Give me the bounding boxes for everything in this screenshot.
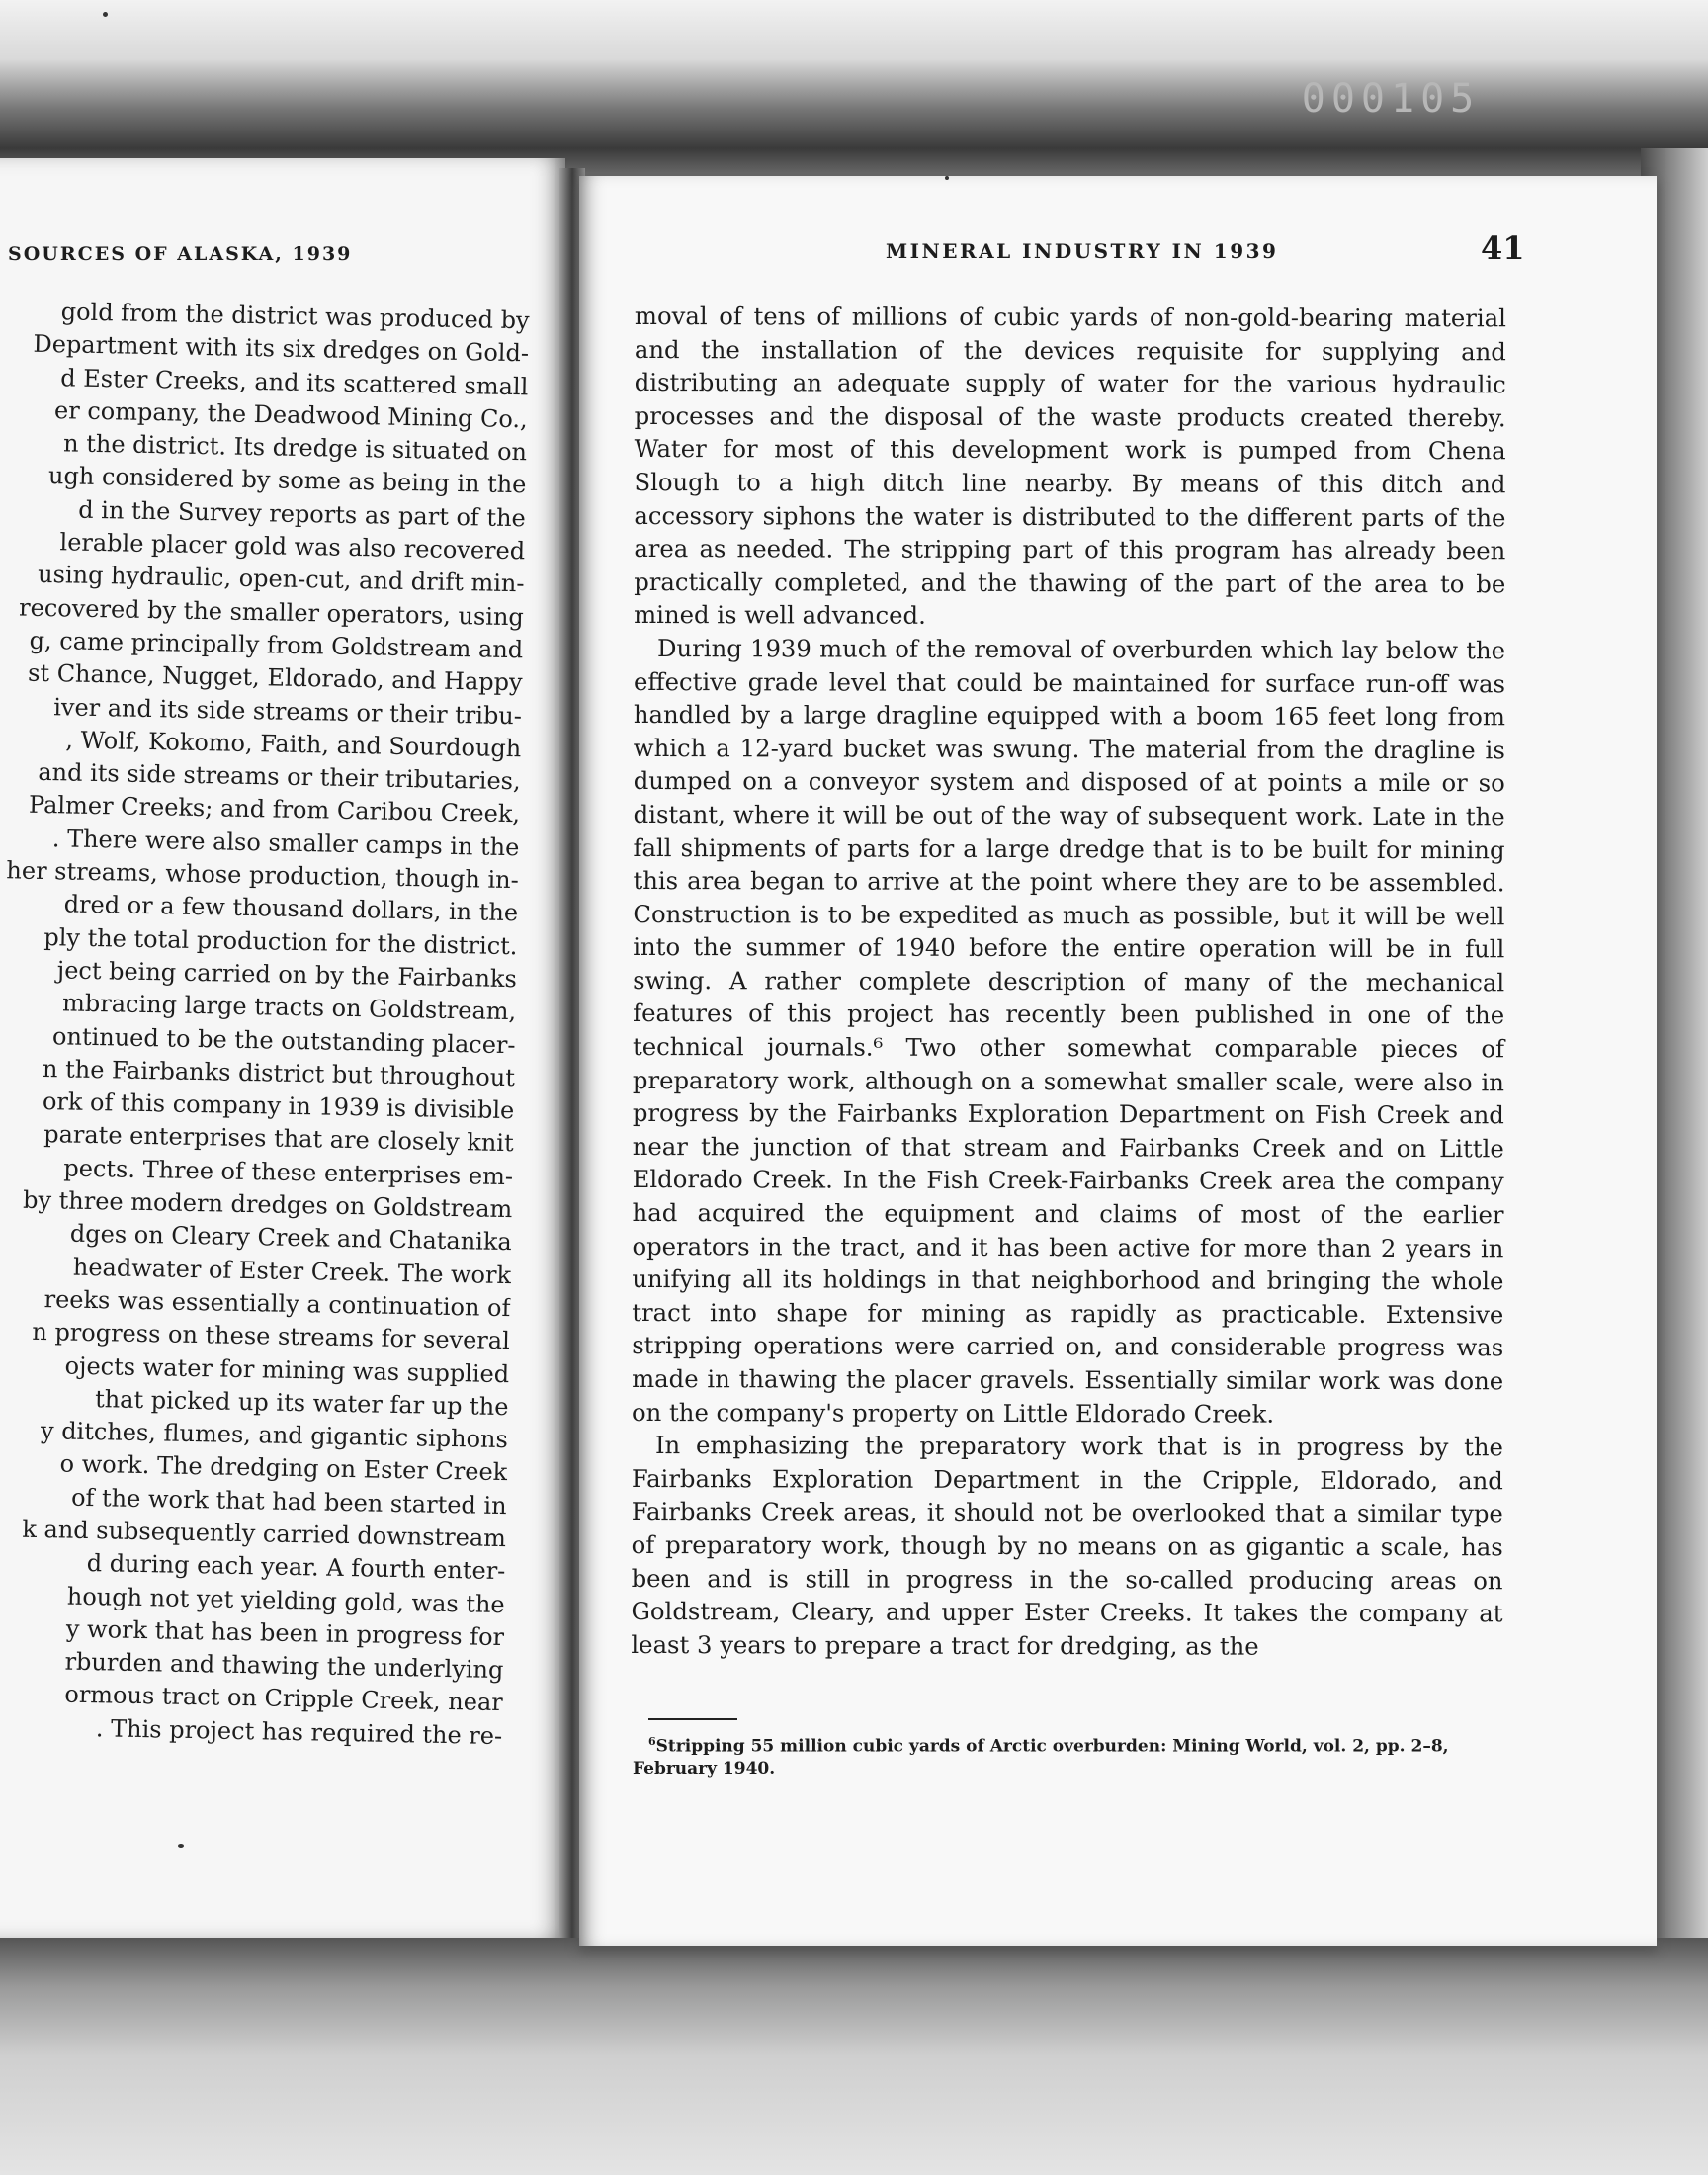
left-page-line: gold from the district was produced by bbox=[60, 298, 530, 335]
left-page-line: y ditches, flumes, and gigantic siphons bbox=[40, 1417, 509, 1454]
left-page-line: d during each year. A fourth enter- bbox=[86, 1549, 506, 1586]
left-page-line: , Wolf, Kokomo, Faith, and Sourdough bbox=[65, 726, 522, 763]
left-page-line: recovered by the smaller operators, using bbox=[18, 593, 525, 631]
left-page-line: n the Fairbanks district but throughout bbox=[42, 1054, 516, 1092]
left-running-head: SOURCES OF ALASKA, 1939 bbox=[8, 243, 353, 265]
left-page-line: dred or a few thousand dollars, in the bbox=[63, 890, 519, 927]
left-page-line: k and subsequently carried downstream bbox=[22, 1515, 507, 1553]
left-page-line: y work that has been in progress for bbox=[65, 1614, 505, 1651]
left-page bbox=[0, 158, 565, 1938]
right-page-body bbox=[631, 300, 1506, 1664]
paragraph: In emphasizing the preparatory work that is in progress by the Fairbanks Exploration Department in the Cripple, Eldorado, and Fairbanks Creek areas, it should not be overlooked that a similar type of preparatory work, though by no means on as gigantic a scale, has been and is still in progress in the so-called producing areas on Goldstream, Cleary, and upper Ester Creeks. It takes the company at least 3 years to prepare a tract for dredging, as the bbox=[631, 1431, 1504, 1661]
footnote-marker: 6 bbox=[648, 1735, 656, 1748]
scan-shadow-bottom bbox=[0, 1938, 1708, 2175]
left-page-line: dges on Cleary Creek and Chatanika bbox=[69, 1219, 512, 1257]
left-page-line: n the district. Its dredge is situated on bbox=[62, 429, 528, 467]
left-page-line: d in the Survey reports as part of the bbox=[78, 495, 527, 533]
right-page-header bbox=[579, 229, 1657, 275]
archive-stamp-number: 000105 bbox=[1301, 76, 1481, 122]
left-page-line: pects. Three of these enterprises em- bbox=[63, 1154, 514, 1190]
left-page-line: parate enterprises that are closely knit bbox=[43, 1120, 514, 1158]
left-page-line: d Ester Creeks, and its scattered small bbox=[60, 363, 529, 400]
left-page-line: g, came principally from Goldstream and bbox=[29, 626, 524, 664]
left-page-line: lerable placer gold was also recovered bbox=[59, 528, 526, 566]
left-page-line: hough not yet yielding gold, was the bbox=[66, 1582, 505, 1618]
scan-speck bbox=[178, 1844, 184, 1848]
left-page-line: by three modern dredges on Goldstream bbox=[22, 1185, 513, 1224]
left-page-line: n progress on these streams for several bbox=[32, 1318, 511, 1355]
left-page-line: ork of this company in 1939 is divisible bbox=[42, 1088, 515, 1125]
scan-speck bbox=[103, 12, 108, 17]
left-page-line: ojects water for mining was supplied bbox=[64, 1351, 510, 1388]
left-page-line: iver and its side streams or their tribu- bbox=[52, 692, 523, 730]
footnote-rule bbox=[648, 1718, 737, 1720]
left-page-line: mbracing large tracts on Goldstream, bbox=[61, 989, 517, 1026]
left-page-line: Palmer Creeks; and from Caribou Creek, bbox=[28, 791, 521, 828]
left-page-line: er company, the Deadwood Mining Co., bbox=[53, 396, 528, 434]
left-page-line: o work. The dredging on Ester Creek bbox=[59, 1449, 508, 1487]
left-page-line: her streams, whose production, though in- bbox=[6, 856, 519, 895]
left-page-line: st Chance, Nugget, Eldorado, and Happy bbox=[27, 658, 523, 697]
left-page-line: Department with its six dredges on Gold- bbox=[33, 330, 530, 368]
left-page-line: that picked up its water far up the bbox=[94, 1384, 509, 1421]
left-page-line: headwater of Ester Creek. The work bbox=[72, 1253, 512, 1289]
left-page-line: of the work that had been started in bbox=[70, 1483, 507, 1520]
footnote bbox=[633, 1731, 1512, 1780]
footnote-text: Stripping 55 million cubic yards of Arctic overburden: Mining World, vol. 2, pp. 2–8, February 1940. bbox=[633, 1736, 1449, 1779]
left-page-line: reeks was essentially a continuation of bbox=[43, 1285, 511, 1323]
left-page-line: ply the total production for the district. bbox=[43, 922, 518, 960]
left-page-line: using hydraulic, open-cut, and drift min- bbox=[37, 561, 525, 598]
left-page-line: ontinued to be the outstanding placer- bbox=[51, 1021, 516, 1059]
left-page-line: ugh considered by some as being in the bbox=[47, 462, 527, 499]
paragraph: During 1939 much of the removal of overburden which lay below the effective grade level that could be maintained for surface run-off was handled by a large dragline equipped with a boom 165 feet long from which a 12-yard bucket was swung. The material from the dragline is dumped on a conveyor system and disposed of at points a mile or so distant, where it will be out of the way of subsequent work. Late in the fall shipments of parts for a large dredge that is to be built for mining this area began to arrive at the point where they are to be assembled. Construction is to be expedited as much as possible, but it will be well into the summer of 1940 before the entire operation will be in full swing. A rather complete description of many of the mechanical features of this project has recently been published in one of the technical journals.⁶ Two other somewhat comparable pieces of preparatory work, although on a somewhat smaller scale, were also in progress by the Fairbanks Exploration Department on Fish Creek and near the junction of that stream and Fairbanks Creek and on Little Eldorado Creek. In the Fish Creek-Fairbanks Creek area the company had acquired the equipment and claims of most of the earlier operators in the tract, and it has been active for more than 2 years in unifying all its holdings in that neighborhood and bringing the whole tract into shape for mining as rapidly as practicable. Extensive stripping operations were carried on, and considerable progress was made in thawing the placer gravels. Essentially similar work was done on the company's property on Little Eldorado Creek. bbox=[632, 633, 1506, 1429]
scan-speck bbox=[945, 176, 949, 180]
page-number: 41 bbox=[1481, 229, 1525, 267]
paragraph: moval of tens of millions of cubic yards of non-gold-bearing material and the installation of the devices requisite for supplying and distributing an adequate supply of water for the various hydraulic processes and the disposal of the waste products created thereby. Water for most of this development work is pumped from Chena Slough to a high ditch line nearby. By means of this ditch and accessory siphons the water is distributed to the different parts of the area as needed. The stripping part of this program has already been practically completed, and the thawing of the part of the area to be mined is well advanced. bbox=[634, 302, 1506, 631]
left-page-line: and its side streams or their tributaries, bbox=[38, 758, 521, 796]
left-page-line: . There were also smaller camps in the bbox=[51, 824, 520, 862]
left-page-line: . This project has required the re- bbox=[95, 1713, 503, 1750]
left-page-text bbox=[0, 295, 530, 1753]
right-running-head: MINERAL INDUSTRY IN 1939 bbox=[886, 239, 1279, 263]
left-page-line: ject being carried on by the Fairbanks bbox=[56, 956, 518, 994]
left-page-line: rburden and thawing the underlying bbox=[64, 1647, 504, 1685]
left-page-line: ormous tract on Cripple Creek, near bbox=[64, 1681, 504, 1717]
right-page bbox=[579, 176, 1657, 1946]
